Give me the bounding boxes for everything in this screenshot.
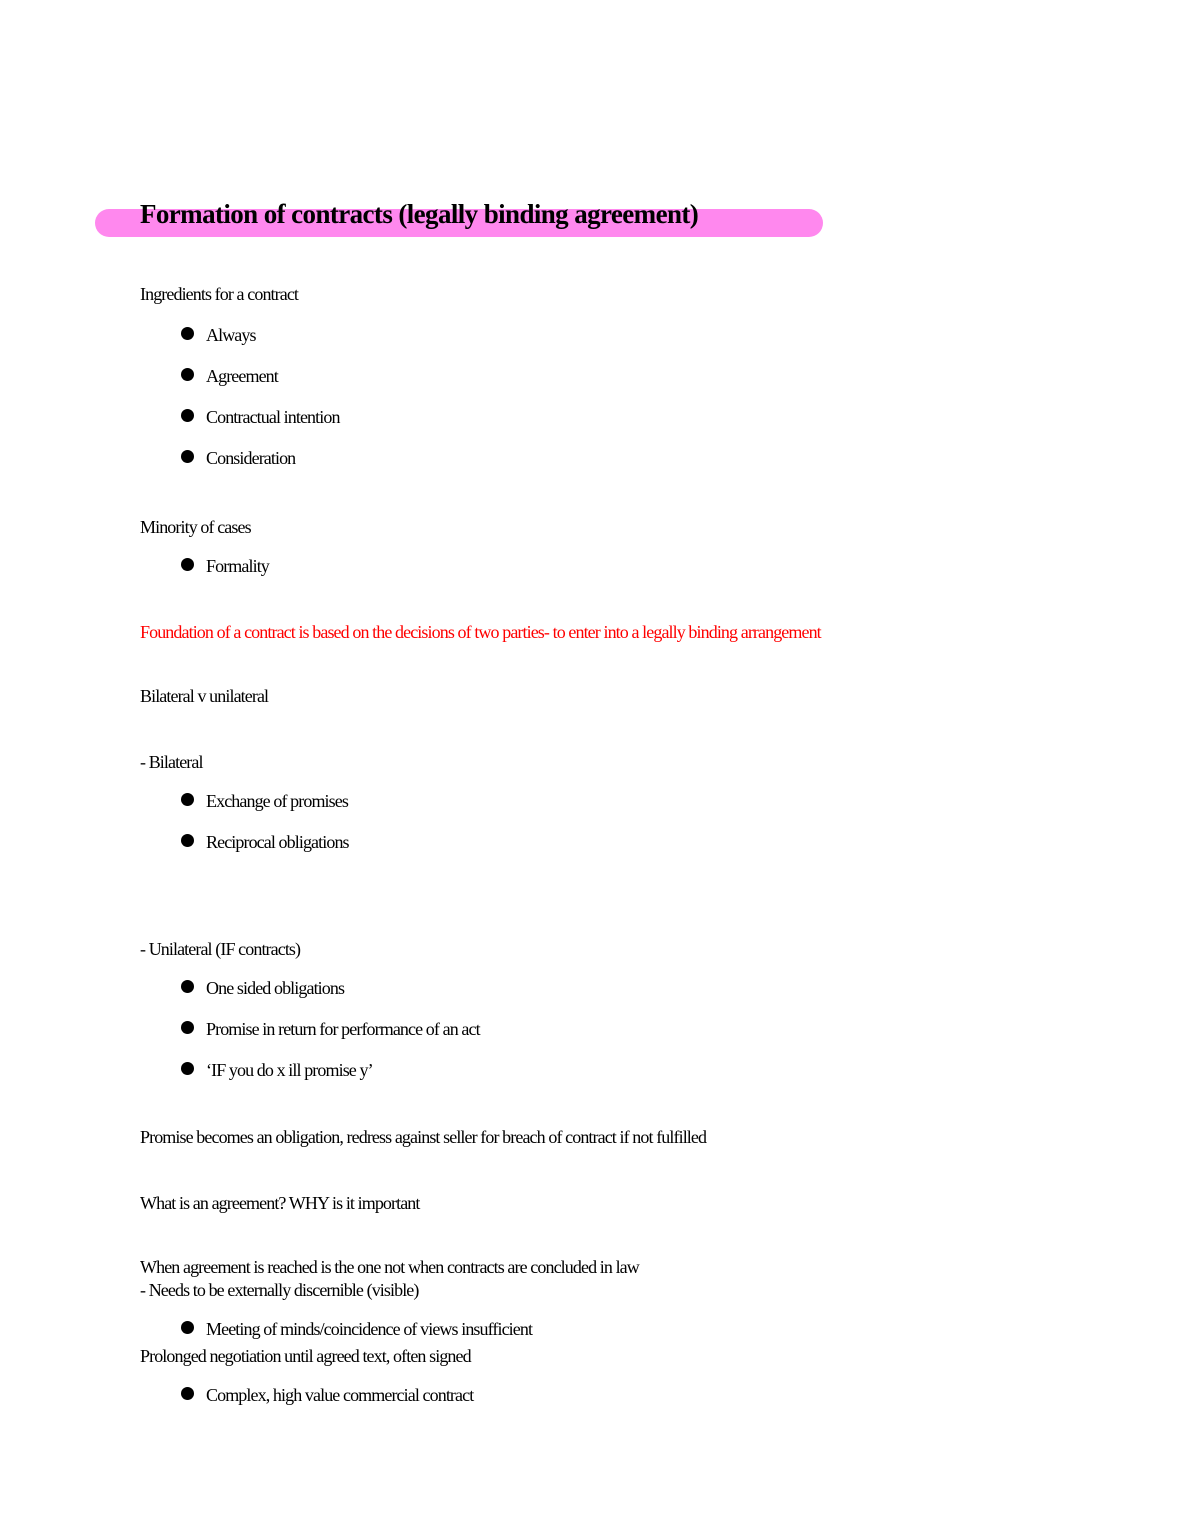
list-item-text: Formality bbox=[206, 556, 269, 576]
bullet-icon bbox=[181, 1321, 194, 1334]
list-item-text: Complex, high value commercial contract bbox=[206, 1385, 474, 1405]
list-item-text: Promise in return for performance of an act bbox=[206, 1019, 480, 1039]
bullet-icon bbox=[181, 834, 194, 847]
agreement-question: What is an agreement? WHY is it important bbox=[140, 1193, 420, 1213]
title-highlight bbox=[95, 199, 823, 237]
list-item-text: ‘IF you do x ill promise y’ bbox=[206, 1060, 373, 1080]
bullet-icon bbox=[181, 558, 194, 571]
bullet-icon bbox=[181, 1062, 194, 1075]
promise-line: Promise becomes an obligation, redress against seller for breach of contract if not fulfilled bbox=[140, 1127, 707, 1147]
ingredients-heading: Ingredients for a contract bbox=[140, 284, 299, 304]
list-item-text: One sided obligations bbox=[206, 978, 345, 998]
agreement-timing: When agreement is reached is the one not when contracts are concluded in law bbox=[140, 1257, 639, 1277]
list-item-text: Exchange of promises bbox=[206, 791, 348, 811]
bullet-icon bbox=[181, 1387, 194, 1400]
foundation-note: Foundation of a contract is based on the decisions of two parties- to enter into a legally binding arrangement bbox=[140, 622, 821, 642]
bullet-icon bbox=[181, 1021, 194, 1034]
bullet-icon bbox=[181, 793, 194, 806]
bullet-icon bbox=[181, 409, 194, 422]
bullet-icon bbox=[181, 368, 194, 381]
bilateral-v-unilateral-heading: Bilateral v unilateral bbox=[140, 686, 269, 706]
list-item-text: Consideration bbox=[206, 448, 296, 468]
list-item-text: Contractual intention bbox=[206, 407, 340, 427]
visibility-note: - Needs to be externally discernible (visible) bbox=[140, 1280, 419, 1300]
bullet-icon bbox=[181, 980, 194, 993]
list-item-text: Reciprocal obligations bbox=[206, 832, 349, 852]
bilateral-heading: - Bilateral bbox=[140, 752, 203, 772]
bullet-icon bbox=[181, 450, 194, 463]
list-item-text: Always bbox=[206, 325, 256, 345]
bullet-icon bbox=[181, 327, 194, 340]
page-title: Formation of contracts (legally binding agreement) bbox=[140, 199, 699, 229]
list-item-text: Agreement bbox=[206, 366, 278, 386]
negotiation-note: Prolonged negotiation until agreed text, often signed bbox=[140, 1346, 471, 1366]
unilateral-heading: - Unilateral (IF contracts) bbox=[140, 939, 301, 959]
list-item-text: Meeting of minds/coincidence of views insufficient bbox=[206, 1319, 533, 1339]
minority-heading: Minority of cases bbox=[140, 517, 251, 537]
